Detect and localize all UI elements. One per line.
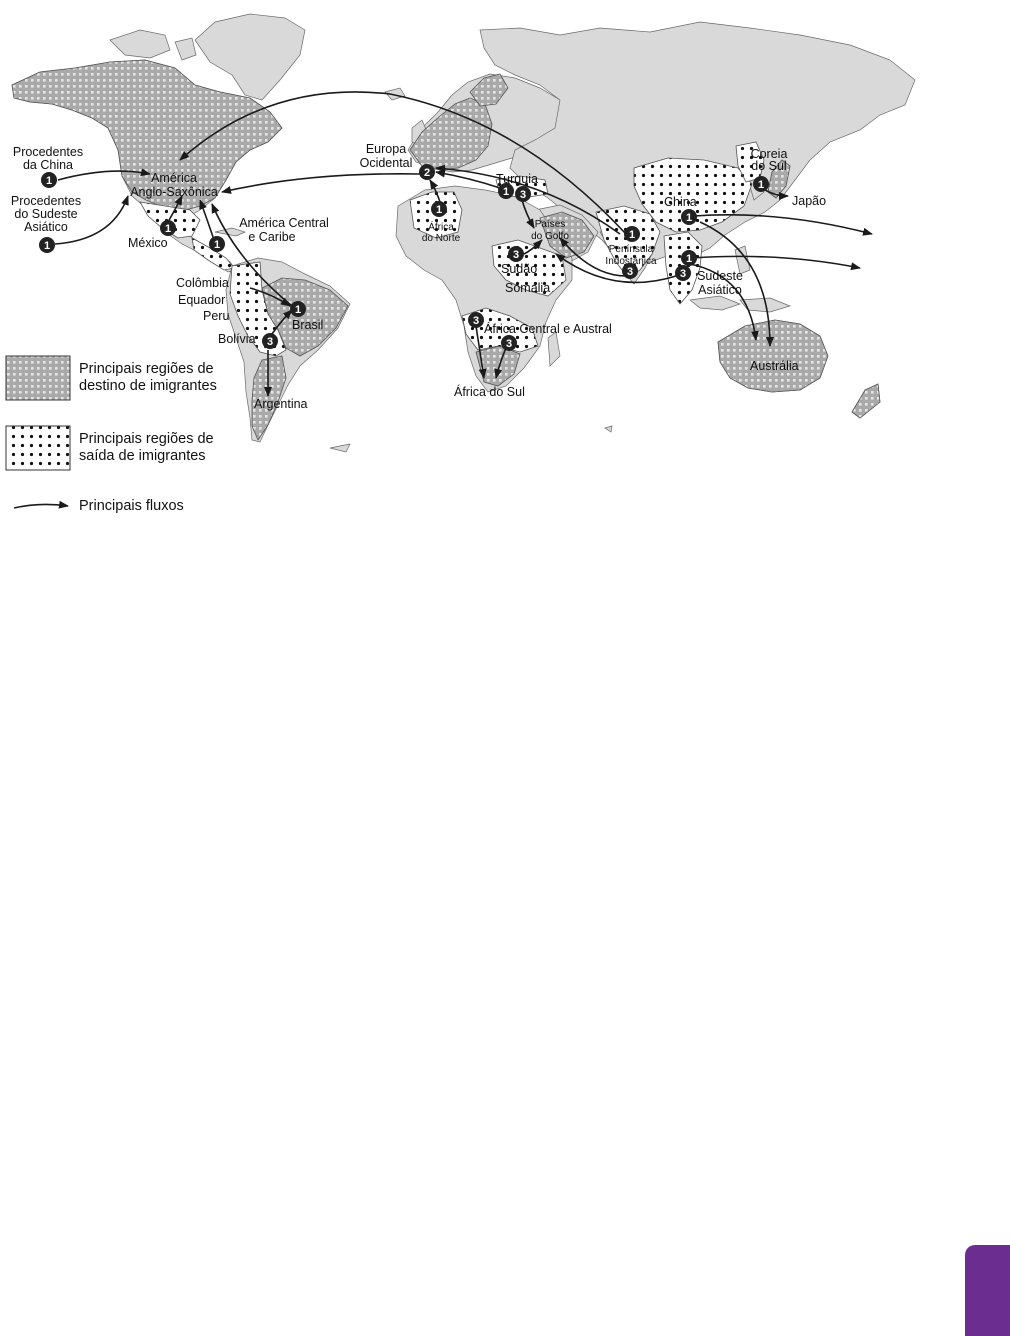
svg-text:1: 1 bbox=[435, 204, 443, 216]
badge-bolivia bbox=[262, 333, 278, 349]
label-argentina: Argentina bbox=[254, 397, 308, 411]
label-china: China bbox=[664, 195, 697, 209]
badge-mexico bbox=[160, 220, 176, 236]
destination-australia bbox=[718, 320, 828, 392]
label-bolivia: Bolívia bbox=[218, 332, 256, 346]
svg-text:2: 2 bbox=[423, 167, 431, 179]
label-europa-ocidental: Europa Ocidental bbox=[359, 142, 413, 170]
badge-europe bbox=[419, 164, 435, 180]
label-australia: Austrália bbox=[750, 359, 799, 373]
label-peninsula-indostanica: Península Indostânica bbox=[605, 244, 657, 267]
svg-text:3: 3 bbox=[505, 338, 513, 350]
svg-text:1: 1 bbox=[685, 212, 693, 224]
svg-text:1: 1 bbox=[294, 304, 302, 316]
world-migration-map bbox=[0, 0, 1010, 520]
badge-procedentes-china bbox=[41, 172, 57, 188]
legend-origin-label: Principais regiões de saída de imigrantes bbox=[79, 431, 214, 464]
label-somalia: Somália bbox=[505, 281, 551, 295]
label-procedentes-china: Procedentes da China bbox=[12, 145, 84, 172]
badge-china bbox=[681, 209, 697, 225]
label-procedentes-sudeste: Procedentes do Sudeste Asiático bbox=[10, 194, 82, 234]
label-japao: Japão bbox=[792, 194, 827, 208]
legend-destination-label: Principais regiões de destino de imigrantes bbox=[79, 361, 217, 394]
arrow-icon bbox=[14, 504, 68, 508]
label-paises-golfo: Países do Golfo bbox=[531, 219, 569, 242]
label-africa-do-sul: África do Sul bbox=[454, 385, 525, 399]
label-peru: Peru bbox=[203, 309, 230, 323]
label-africa-norte: África do Norte bbox=[421, 222, 461, 244]
legend-flows-label: Principais fluxos bbox=[79, 498, 184, 514]
svg-text:3: 3 bbox=[472, 315, 480, 327]
label-america-anglo-saxonica: América Anglo-Saxônica bbox=[130, 171, 218, 199]
svg-text:3: 3 bbox=[519, 189, 527, 201]
badge-korea bbox=[753, 176, 769, 192]
label-coreia-do-sul: Coreia do Sul bbox=[750, 147, 788, 173]
label-turquia: Turquia bbox=[496, 172, 538, 186]
legend-origin-swatch bbox=[6, 426, 70, 470]
svg-text:1: 1 bbox=[628, 229, 636, 241]
label-sudao: Sudão bbox=[501, 262, 538, 276]
badge-sudeste-3 bbox=[675, 265, 691, 281]
svg-text:1: 1 bbox=[502, 186, 510, 198]
badge-india-1 bbox=[624, 226, 640, 242]
flow-central-america-to-america bbox=[200, 200, 214, 240]
label-sudeste-asiatico: Sudeste Asiático bbox=[697, 269, 743, 297]
flow-europe-to-america bbox=[222, 174, 420, 192]
label-america-central: América Central e Caribe bbox=[239, 216, 329, 244]
label-africa-central-austral: África Central e Austral bbox=[484, 322, 612, 336]
badge-central-africa bbox=[468, 312, 484, 328]
svg-text:1: 1 bbox=[213, 239, 221, 251]
svg-text:1: 1 bbox=[43, 240, 51, 252]
svg-text:3: 3 bbox=[512, 249, 520, 261]
flow-sudeste-to-east bbox=[692, 256, 860, 268]
svg-text:1: 1 bbox=[164, 223, 172, 235]
svg-text:1: 1 bbox=[757, 179, 765, 191]
badge-central-america bbox=[209, 236, 225, 252]
badge-turkey-3 bbox=[515, 186, 531, 202]
svg-text:1: 1 bbox=[685, 253, 693, 265]
svg-text:3: 3 bbox=[679, 268, 687, 280]
svg-text:3: 3 bbox=[266, 336, 274, 348]
page-edge-tab bbox=[965, 1245, 1010, 1336]
badge-brazil bbox=[290, 301, 306, 317]
svg-text:1: 1 bbox=[45, 175, 53, 187]
badge-sudan bbox=[508, 246, 524, 262]
flow-turkey-to-europe bbox=[436, 172, 500, 188]
label-mexico: México bbox=[128, 236, 168, 250]
svg-text:3: 3 bbox=[626, 266, 634, 278]
badge-procedentes-sudeste bbox=[39, 237, 55, 253]
badge-sudeste-1 bbox=[681, 250, 697, 266]
badge-mozambique bbox=[501, 335, 517, 351]
label-colombia: Colômbia bbox=[176, 276, 229, 290]
label-brasil: Brasil bbox=[292, 318, 324, 332]
map-legend bbox=[6, 356, 217, 514]
legend-destination-swatch bbox=[6, 356, 70, 400]
badge-north-africa bbox=[431, 201, 447, 217]
label-equador: Equador bbox=[178, 293, 226, 307]
destination-new-zealand bbox=[852, 384, 880, 418]
